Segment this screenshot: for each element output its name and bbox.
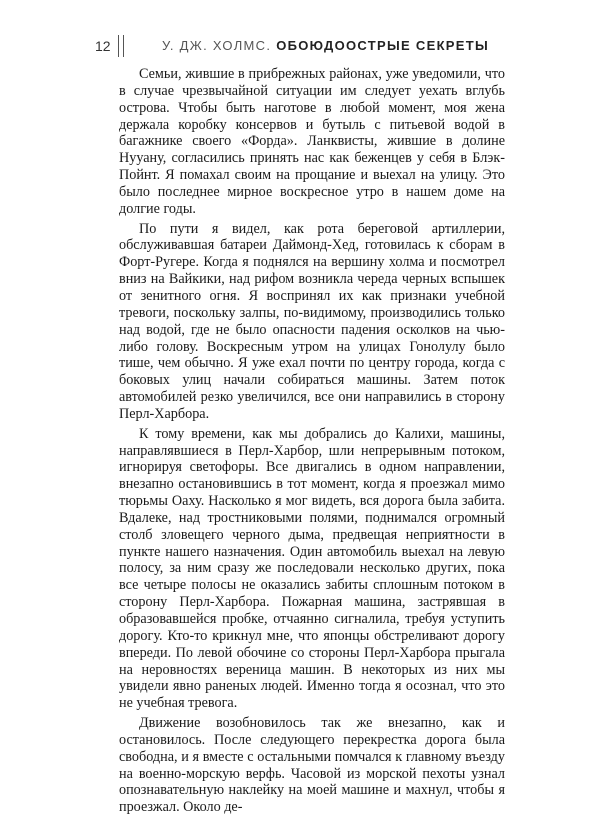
paragraph: Движение возобновилось так же внезапно, как и остановилось. После следующего перекрестка дорога была свободна, и я вместе с остальными помчался к главному въезду на военно-морскую верфь. Часовой из морской пехоты узнал опознавательную наклейку на моей машине и махнул, чтобы я проезжал. Около де- bbox=[119, 715, 505, 816]
book-author: У. ДЖ. ХОЛМС. bbox=[162, 38, 272, 53]
page-number: 12 bbox=[95, 38, 111, 54]
paragraph: К тому времени, как мы добрались до Калихи, машины, направлявшиеся в Перл-Харбор, шли непрерывным потоком, игнорируя светофоры. Все двигались в одном направлении, внезапно остановившись в тот момент, когда я проезжал мимо тюрьмы Оаху. Насколько я мог видеть, вся дорога была забита. Вдалеке, над тростниковыми полями, поднимался огромный столб зловещего черного дыма, предвещая неприятности в пункте нашего назначения. Один автомобиль выехал на левую полосу, за ним сразу же последовали несколько других, пока все четыре полосы не оказались забиты сплошным потоком в сторону Перл-Харбора. Пожарная машина, застрявшая в образовавшейся пробке, отчаянно сигналила, требуя уступить дорогу. Кто-то крикнул мне, что японцы обстреливают дорогу впереди. По левой обочине со стороны Перл-Харбора прыгала на неровностях вереница машин. В некоторых из них мы увидели явно раненых людей. Именно тогда я осознал, что это не учебная тревога. bbox=[119, 425, 505, 712]
paragraph: Семьи, жившие в прибрежных районах, уже уведомили, что в случае чрезвычайной ситуации им следует уехать вглубь острова. Чтобы быть наготове в любой момент, моя жена держала коробку консервов и бутыль с питьевой водой в багажнике своего «Форда». Ланквисты, жившие в долине Нууану, согласились принять нас как беженцев у себя в Блэк-Пойнт. Я помахал своим на прощание и выехал на улицу. Это было последнее мирное воскресное утро в нашем доме на долгие годы. bbox=[119, 66, 505, 217]
body-text bbox=[119, 66, 505, 819]
header-divider bbox=[118, 35, 124, 57]
running-title bbox=[162, 38, 489, 53]
book-title: ОБОЮДООСТРЫЕ СЕКРЕТЫ bbox=[276, 38, 490, 53]
paragraph: По пути я видел, как рота береговой артиллерии, обслуживавшая батареи Даймонд-Хед, готовилась к сборам в Форт-Ругере. Когда я поднялся на вершину холма и посмотрел вниз на Вайкики, над рифом возникла череда черных вспышек от зенитного огня. Я воспринял их как признаки учебной тревоги, поскольку залпы, по-видимому, производились только над водой, где не было опасности падения осколков на чью-либо голову. Воскресным утром на улицах Гонолулу было тише, чем обычно. Я уже ехал почти по центру города, когда с боковых улиц начали собираться машины. Затем поток автомобилей резко увеличился, все они направились в сторону Перл-Харбора. bbox=[119, 220, 505, 422]
running-header bbox=[0, 34, 600, 60]
